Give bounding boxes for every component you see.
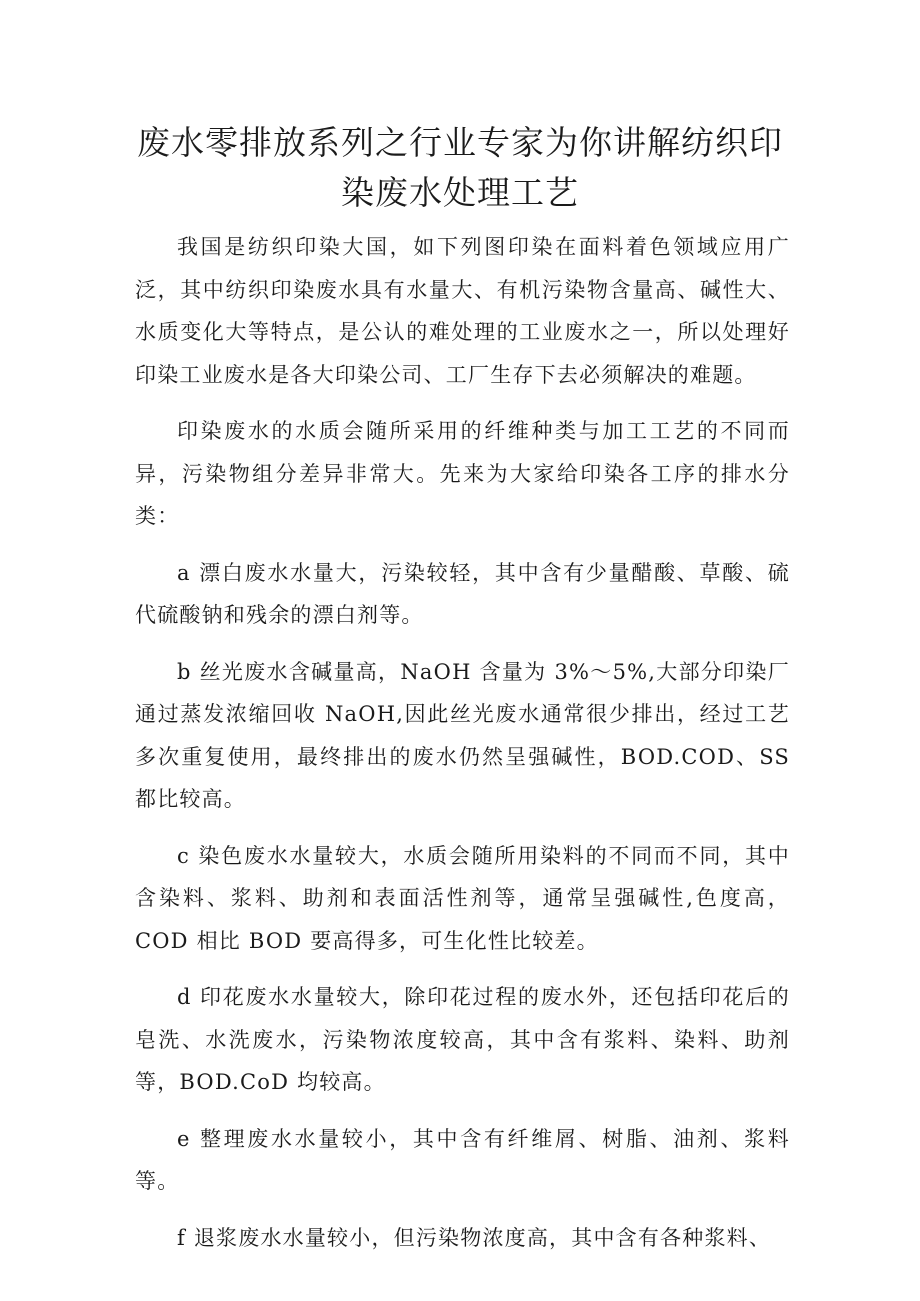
paragraph-classification: 印染废水的水质会随所采用的纤维种类与加工工艺的不同而异，污染物组分差异非常大。先来为大家给印染各工序的排水分类： (135, 419, 790, 528)
paragraph-mercerizing: b 丝光废水含碱量高，NaOH 含量为 3%～5%,大部分印染厂通过蒸发浓缩回收 NaOH,因此丝光废水通常很少排出，经过工艺多次重复使用，最终排出的废水仍然呈强碱性，BOD.COD、SS 都比较高。 (135, 659, 790, 811)
paragraph-dyeing: c 染色废水水量较大，水质会随所用染料的不同而不同，其中含染料、浆料、助剂和表面活性剂等，通常呈强碱性,色度高，COD 相比 BOD 要高得多，可生化性比较差。 (135, 843, 790, 953)
paragraph-bleaching: a 漂白废水水量大，污染较轻，其中含有少量醋酸、草酸、硫代硫酸钠和残余的漂白剂等。 (135, 560, 790, 627)
paragraph-finishing: e 整理废水水量较小，其中含有纤维屑、树脂、油剂、浆料等。 (135, 1126, 790, 1193)
document-body (135, 226, 790, 1273)
paragraph-printing: d 印花废水水量较大，除印花过程的废水外，还包括印花后的皂洗、水洗废水，污染物浓度较高，其中含有浆料、染料、助剂等，BOD.CoD 均较高。 (135, 985, 790, 1094)
paragraph-intro: 我国是纺织印染大国，如下列图印染在面料着色领域应用广泛，其中纺织印染废水具有水量大、有机污染物含量高、碱性大、水质变化大等特点，是公认的难处理的工业废水之一，所以处理好印染工业废水是各大印染公司、工厂生存下去必须解决的难题。 (135, 235, 790, 387)
paragraph-desizing: f 退浆废水水量较小，但污染物浓度高，其中含有各种浆料、 (177, 1225, 772, 1250)
document-title: 废水零排放系列之行业专家为你讲解纺织印染废水处理工艺 (137, 123, 783, 212)
